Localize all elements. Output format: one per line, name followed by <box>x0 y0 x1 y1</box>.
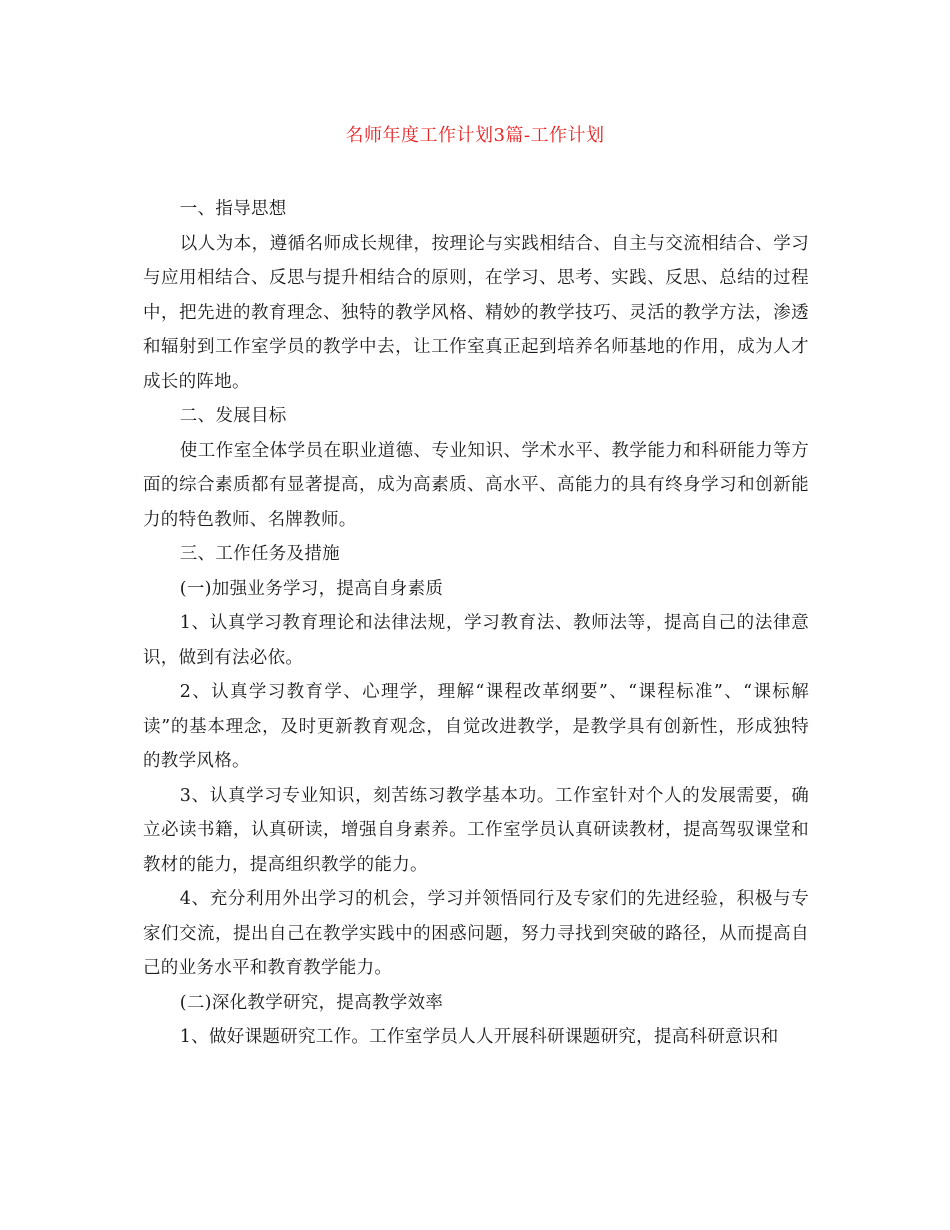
body-paragraph: 以人为本，遵循名师成长规律，按理论与实践相结合、自主与交流相结合、学习与应用相结合、反思与提升相结合的原则，在学习、思考、实践、反思、总结的过程中，把先进的教育理念、独特的教学风格、精妙的教学技巧、灵活的教学方法，渗透和辐射到工作室学员的教学中去，让工作室真正起到培养名师基地的作用，成为人才成长的阵地。 <box>143 233 809 392</box>
body-paragraph: 2、认真学习教育学、心理学，理解“课程改革纲要”、“课程标准”、“课标解读”的基本理念，及时更新教育观念，自觉改进教学，是教学具有创新性，形成独特的教学风格。 <box>143 682 809 771</box>
body-paragraph: 使工作室全体学员在职业道德、专业知识、学术水平、教学能力和科研能力等方面的综合素质都有显著提高，成为高素质、高水平、高能力的具有终身学习和创新能力的特色教师、名牌教师。 <box>143 440 809 530</box>
body-paragraph: 1、做好课题研究工作。工作室学员人人开展科研课题研究，提高科研意识和 <box>179 1027 779 1047</box>
subsection-heading: (一)加强业务学习，提高自身素质 <box>179 578 444 599</box>
body-paragraph: 4、充分利用外出学习的机会，学习并领悟同行及专家们的先进经验，积极与专家们交流，提出自己在教学实践中的困惑问题，努力寻找到突破的路径，从而提高自己的业务水平和教育教学能力。 <box>143 889 809 978</box>
section-heading: 二、发展目标 <box>179 406 287 426</box>
body-paragraph: 1、认真学习教育理论和法律法规，学习教育法、教师法等，提高自己的法律意识，做到有法必依。 <box>143 613 809 668</box>
subsection-heading: (二)深化教学研究，提高教学效率 <box>179 992 444 1013</box>
document-body <box>143 192 809 1055</box>
document-title: 名师年度工作计划3篇-工作计划 <box>345 125 605 146</box>
section-heading: 一、指导思想 <box>179 199 287 219</box>
section-heading: 三、工作任务及措施 <box>179 544 340 564</box>
body-paragraph: 3、认真学习专业知识，刻苦练习教学基本功。工作室针对个人的发展需要，确立必读书籍，认真研读，增强自身素养。工作室学员认真研读教材，提高驾驭课堂和教材的能力，提高组织教学的能力。 <box>143 785 809 875</box>
